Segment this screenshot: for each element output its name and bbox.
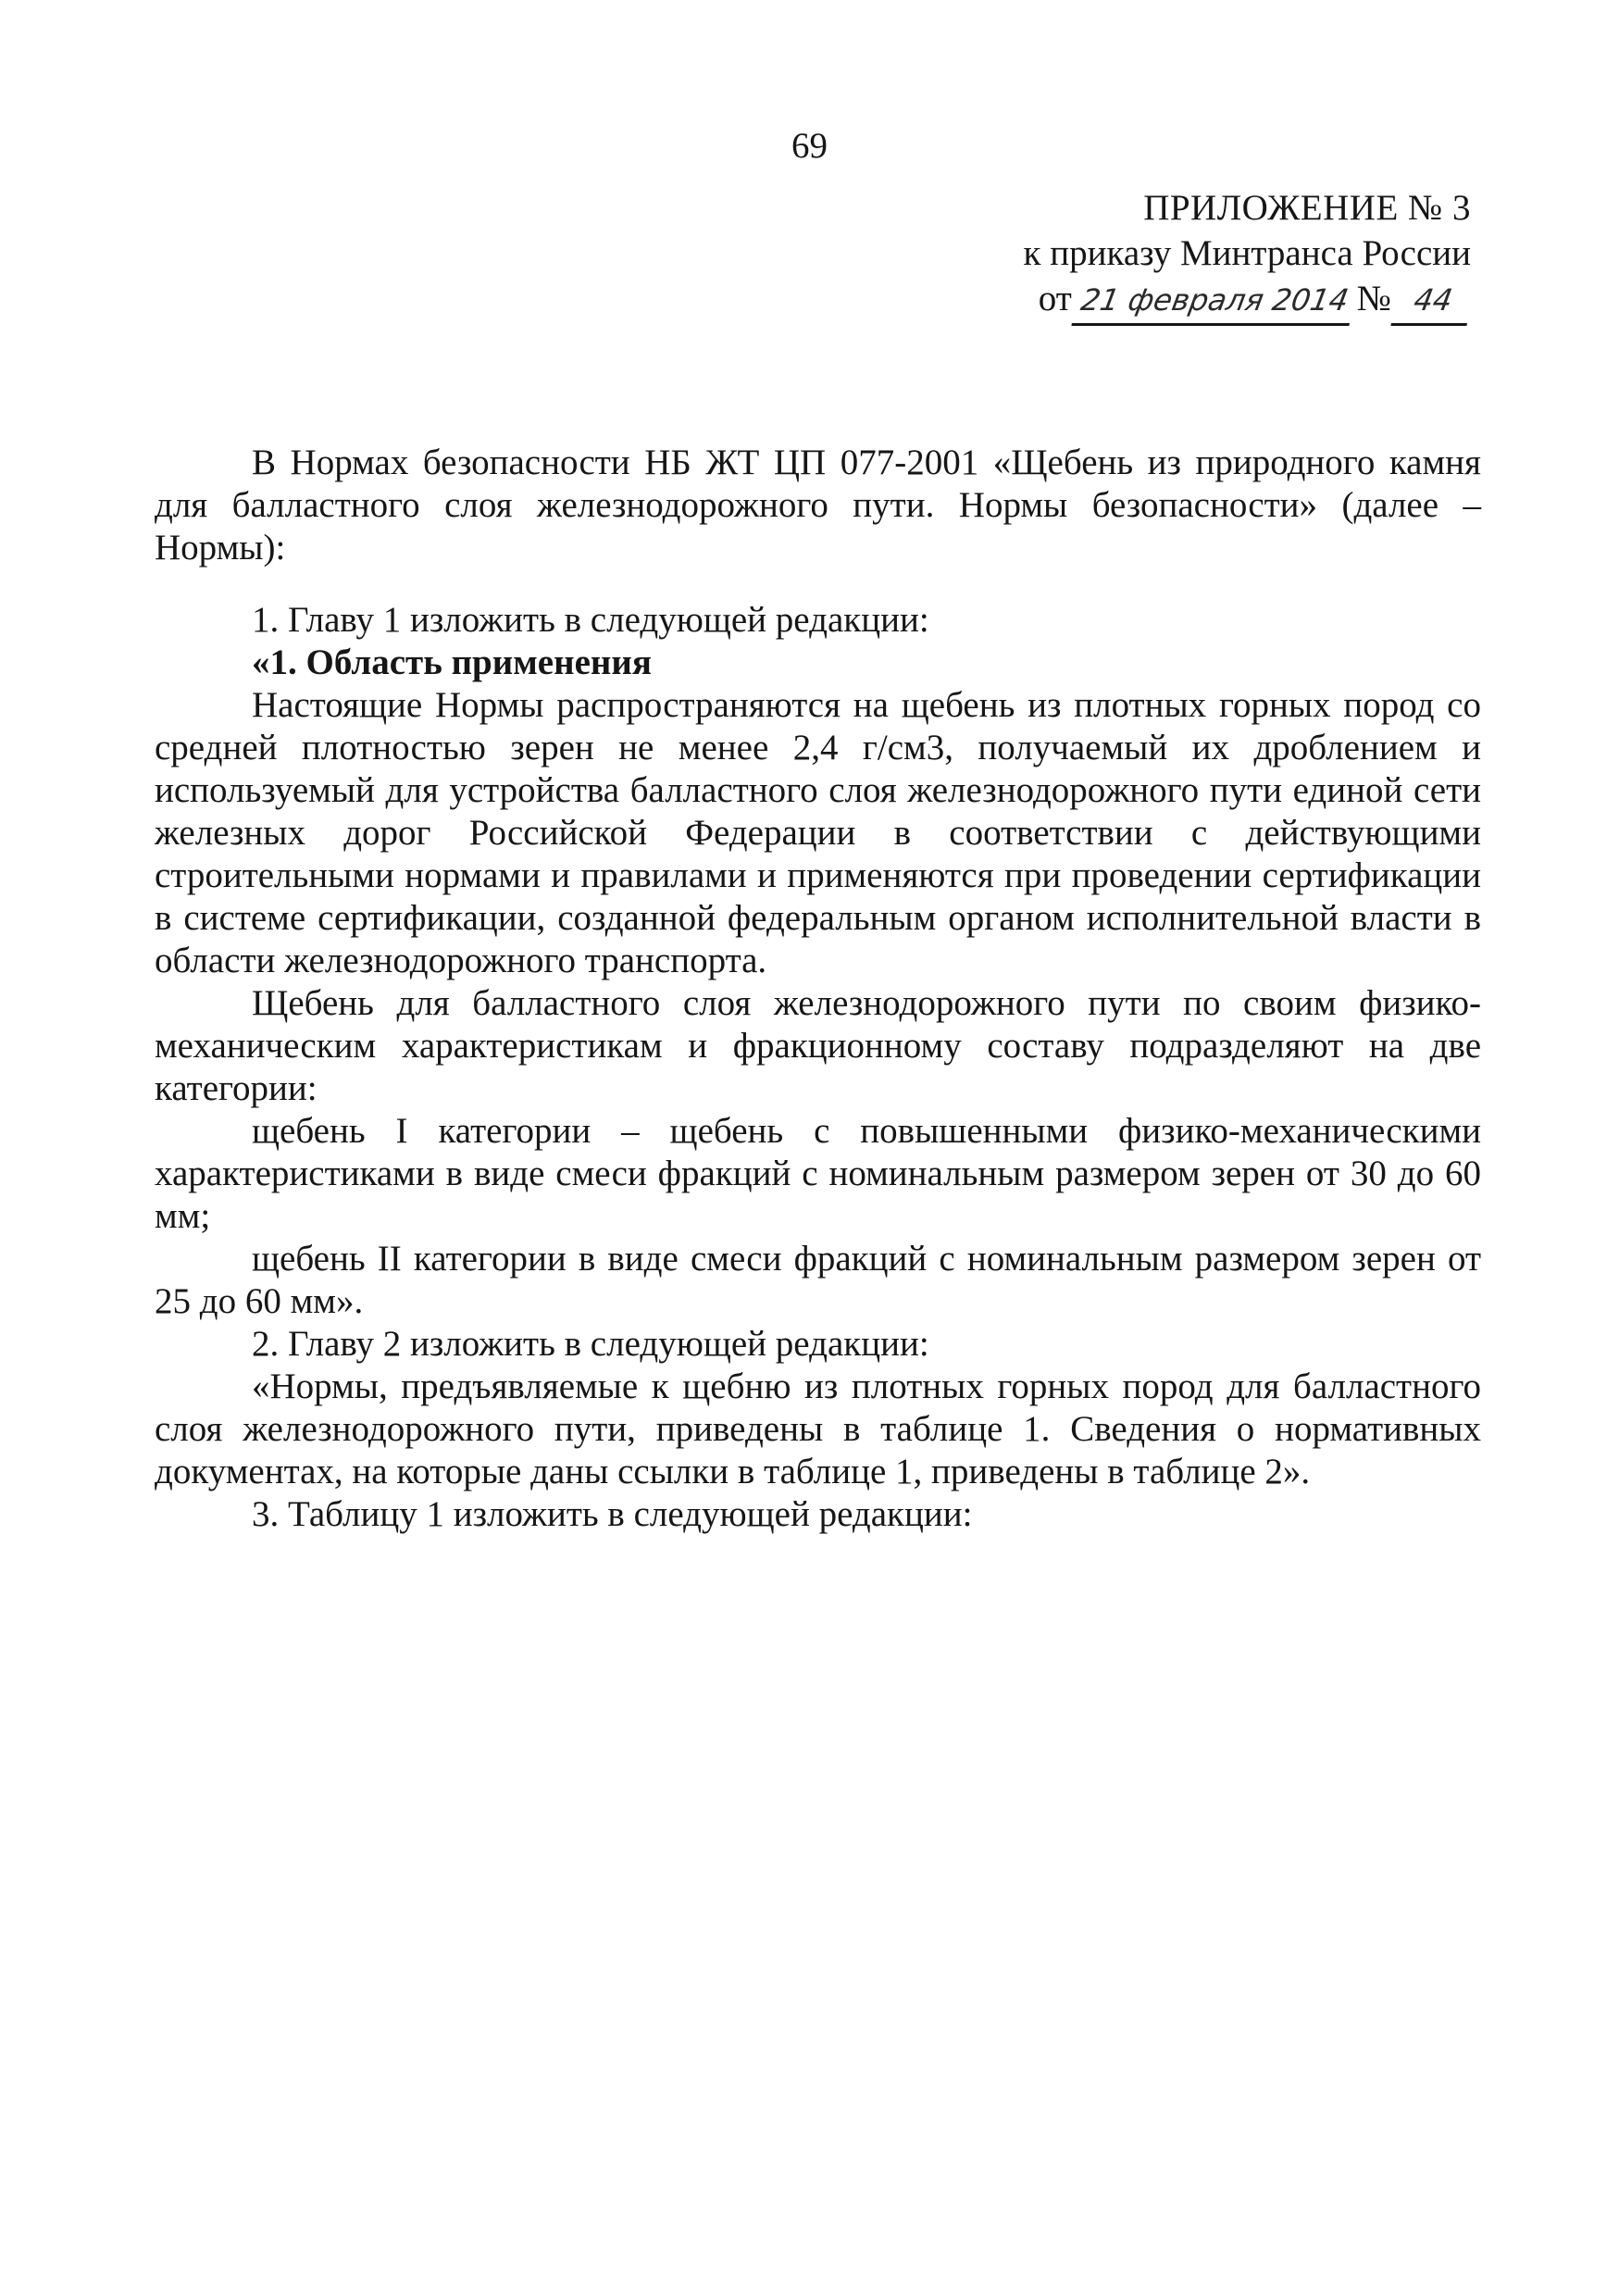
date-prefix: от xyxy=(1038,279,1072,318)
handwritten-date: 21 февраля 2014 xyxy=(1071,278,1357,326)
document-body xyxy=(155,442,1481,1536)
norms-paragraph: «Нормы, предъявляемые к щебню из плотных горных пород для балластного слоя железнодорожного пути, приведены в таблице 1. Сведения о нормативных документах, на которые даны ссылки в таблице 1, приведены в таблице 2». xyxy=(155,1366,1481,1491)
item-1: 1. Главу 1 изложить в следующей редакции: xyxy=(252,600,929,640)
appendix-date-line xyxy=(1024,276,1471,326)
categories-paragraph: Щебень для балластного слоя железнодорожного пути по своим физико-механическим характеристикам и фракционному составу подразделяют на две категории: xyxy=(155,983,1481,1108)
category-2-paragraph: щебень II категории в виде смеси фракций с номинальным размером зерен от 25 до 60 мм». xyxy=(155,1239,1481,1321)
item-2: 2. Главу 2 изложить в следующей редакции: xyxy=(252,1324,929,1364)
page-number: 69 xyxy=(791,126,828,166)
item-3: 3. Таблицу 1 изложить в следующей редакции: xyxy=(252,1494,973,1534)
number-sign: № xyxy=(1356,279,1391,318)
category-1-paragraph: щебень I категории – щебень с повышенными физико-механическими характеристиками в виде смеси фракций с номинальным размером зерен от 30 до 60 мм; xyxy=(155,1111,1481,1236)
handwritten-number: 44 xyxy=(1390,278,1475,326)
appendix-title: ПРИЛОЖЕНИЕ № 3 xyxy=(1143,188,1471,228)
intro-paragraph: В Нормах безопасности НБ ЖТ ЦП 077-2001 «Щебень из природного камня для балластного слоя железнодорожного пути. Нормы безопасности» (далее – Нормы): xyxy=(155,443,1481,568)
appendix-header xyxy=(1024,185,1471,326)
scope-paragraph: Настоящие Нормы распространяются на щебень из плотных горных пород со средней плотностью зерен не менее 2,4 г/см3, получаемый их дроблением и используемый для устройства балластного слоя железнодорожного пути единой сети железных дорог Российской Федерации в соответствии с действующими строительными нормами и правилами и применяются при проведении сертификации в системе сертификации, созданной федеральным органом исполнительной власти в области железнодорожного транспорта. xyxy=(155,685,1481,980)
section-title: «1. Область применения xyxy=(252,643,652,682)
appendix-order: к приказу Минтранса России xyxy=(1023,233,1471,273)
